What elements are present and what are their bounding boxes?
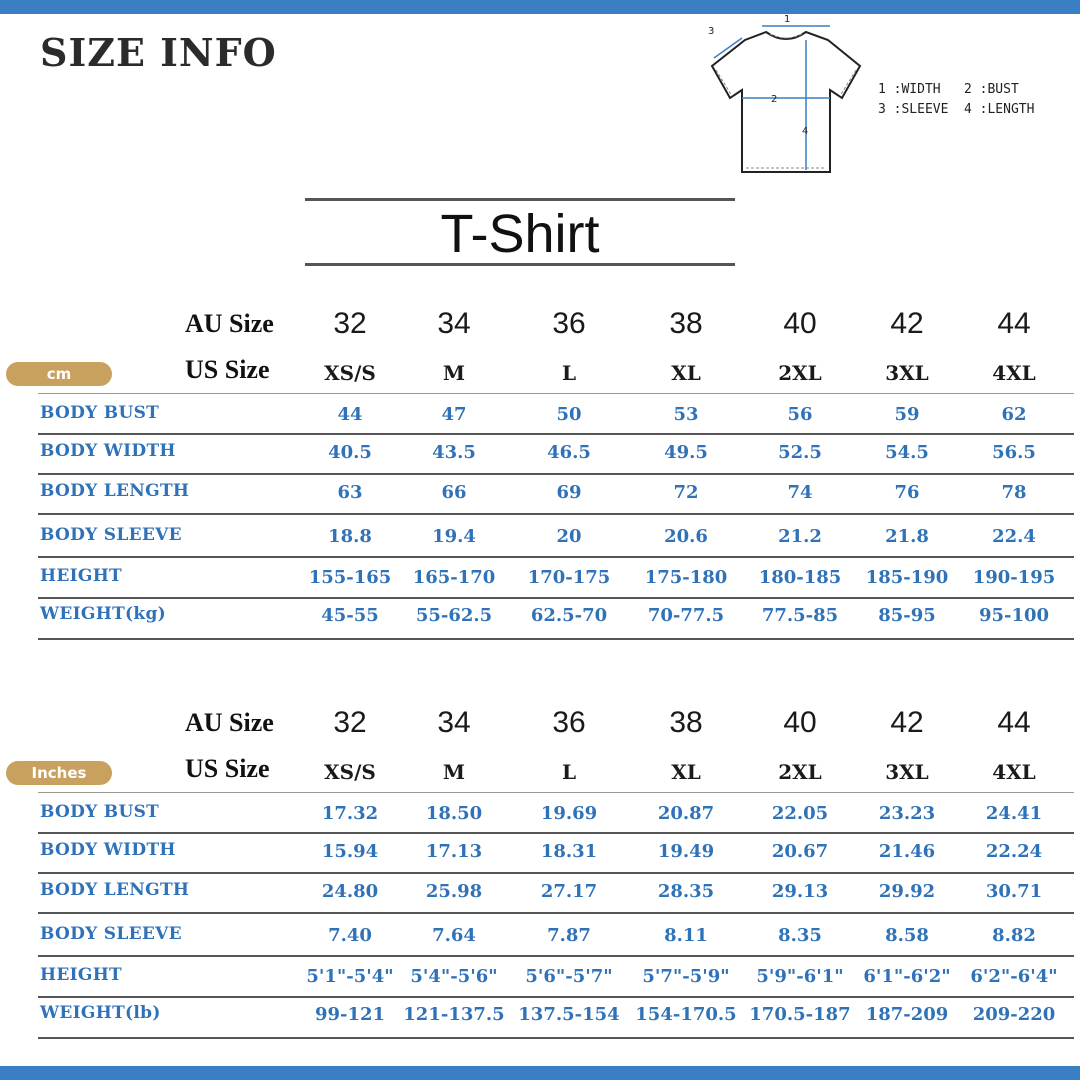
au-size-cell: 34 <box>437 307 471 340</box>
bottom-border-bar <box>0 1066 1080 1080</box>
us-size-cell: 3XL <box>885 361 929 385</box>
au-size-cell: 36 <box>552 307 586 340</box>
row-divider <box>38 955 1074 957</box>
table-cell: 62.5-70 <box>530 605 608 626</box>
unit-badge: Inches <box>6 761 112 785</box>
table-cell: 7.64 <box>432 925 476 946</box>
table-cell: 44 <box>337 404 363 425</box>
table-cell: 20.67 <box>771 841 829 862</box>
legend-width: 1 :WIDTH <box>878 82 941 97</box>
table-cell: 20.87 <box>657 803 715 824</box>
au-size-cell: 34 <box>437 706 471 739</box>
au-size-cell: 44 <box>997 706 1031 739</box>
table-cell: 56.5 <box>992 442 1036 463</box>
table-cell: 8.82 <box>992 925 1036 946</box>
row-divider <box>38 872 1074 874</box>
table-cell: 22.4 <box>992 526 1036 547</box>
table-cell: 17.32 <box>321 803 379 824</box>
table-cell: 18.31 <box>540 841 598 862</box>
us-size-cell: L <box>561 361 577 385</box>
legend-bust: 2 :BUST <box>964 82 1019 97</box>
us-size-cell: 2XL <box>778 361 822 385</box>
row-divider <box>38 433 1074 435</box>
au-size-cell: 40 <box>783 706 817 739</box>
table-cell: 50 <box>556 404 582 425</box>
table-cell: 30.71 <box>985 881 1043 902</box>
table-cell: 47 <box>441 404 467 425</box>
table-cell: 77.5-85 <box>761 605 839 626</box>
us-size-cell: M <box>442 760 466 784</box>
table-cell: 23.23 <box>878 803 936 824</box>
table-cell: 69 <box>556 482 582 503</box>
table-cell: 49.5 <box>664 442 708 463</box>
table-cell: 5'4"-5'6" <box>410 966 498 987</box>
row-label: BODY SLEEVE <box>40 924 182 944</box>
table-cell: 24.41 <box>985 803 1043 824</box>
table-cell: 46.5 <box>547 442 591 463</box>
table-cell: 52.5 <box>778 442 822 463</box>
table-cell: 74 <box>787 482 813 503</box>
row-label: BODY WIDTH <box>40 840 176 860</box>
table-cell: 56 <box>787 404 813 425</box>
us-size-cell: 2XL <box>778 760 822 784</box>
table-cell: 19.4 <box>432 526 476 547</box>
table-cell: 209-220 <box>972 1004 1056 1025</box>
legend-length: 4 :LENGTH <box>964 102 1035 117</box>
table-cell: 95-100 <box>978 605 1050 626</box>
row-divider <box>38 473 1074 475</box>
table-cell: 53 <box>673 404 699 425</box>
row-label: WEIGHT(kg) <box>40 604 166 624</box>
table-cell: 22.05 <box>771 803 829 824</box>
table-cell: 24.80 <box>321 881 379 902</box>
table-cell: 165-170 <box>412 567 496 588</box>
table-cell: 6'1"-6'2" <box>863 966 951 987</box>
au-size-cell: 32 <box>333 706 367 739</box>
au-size-cell: 38 <box>669 307 703 340</box>
row-divider <box>38 638 1074 640</box>
table-cell: 29.13 <box>771 881 829 902</box>
table-cell: 18.50 <box>425 803 483 824</box>
row-label: HEIGHT <box>40 965 123 985</box>
table-cell: 70-77.5 <box>647 605 725 626</box>
us-size-cell: 4XL <box>992 361 1036 385</box>
us-size-cell: XS/S <box>324 361 376 385</box>
table-cell: 170-175 <box>527 567 611 588</box>
table-cell: 185-190 <box>865 567 949 588</box>
row-label: BODY BUST <box>40 802 160 822</box>
row-divider <box>38 1037 1074 1039</box>
us-size-cell: XL <box>671 760 701 784</box>
table-cell: 8.35 <box>778 925 822 946</box>
table-cell: 62 <box>1001 404 1027 425</box>
table-cell: 99-121 <box>314 1004 386 1025</box>
row-label: BODY WIDTH <box>40 441 176 461</box>
us-size-cell: 3XL <box>885 760 929 784</box>
table-cell: 63 <box>337 482 363 503</box>
row-divider <box>38 597 1074 599</box>
table-cell: 15.94 <box>321 841 379 862</box>
row-divider <box>38 832 1074 834</box>
table-cell: 5'6"-5'7" <box>525 966 613 987</box>
table-cell: 27.17 <box>540 881 598 902</box>
table-cell: 85-95 <box>878 605 936 626</box>
us-size-cell: 4XL <box>992 760 1036 784</box>
row-label: BODY LENGTH <box>40 880 190 900</box>
au-size-label: AU Size <box>185 708 274 737</box>
top-border-bar <box>0 0 1080 14</box>
table-cell: 72 <box>673 482 699 503</box>
diagram-label-1: 1 <box>784 14 791 25</box>
us-size-cell: XL <box>671 361 701 385</box>
au-size-cell: 44 <box>997 307 1031 340</box>
table-cell: 7.87 <box>547 925 591 946</box>
table-cell: 55-62.5 <box>415 605 493 626</box>
table-cell: 20 <box>556 526 582 547</box>
table-cell: 17.13 <box>425 841 483 862</box>
table-cell: 28.35 <box>657 881 715 902</box>
table-cell: 137.5-154 <box>518 1004 620 1025</box>
table-cell: 19.69 <box>540 803 598 824</box>
legend-row <box>878 100 1050 120</box>
row-divider <box>38 513 1074 515</box>
table-cell: 21.8 <box>885 526 929 547</box>
table-cell: 170.5-187 <box>749 1004 851 1025</box>
row-divider <box>38 912 1074 914</box>
table-cell: 25.98 <box>425 881 483 902</box>
tshirt-diagram-icon <box>700 10 875 180</box>
table-cell: 66 <box>441 482 467 503</box>
product-header <box>305 198 735 266</box>
us-size-cell: L <box>561 760 577 784</box>
product-title: T-Shirt <box>440 204 600 264</box>
measurement-legend <box>878 80 1050 120</box>
table-cell: 190-195 <box>972 567 1056 588</box>
diagram-label-2: 2 <box>771 94 778 105</box>
table-cell: 20.6 <box>664 526 708 547</box>
au-size-cell: 40 <box>783 307 817 340</box>
table-divider <box>38 393 1074 394</box>
table-cell: 78 <box>1001 482 1027 503</box>
table-cell: 43.5 <box>432 442 476 463</box>
diagram-label-4: 4 <box>802 126 809 137</box>
row-label: HEIGHT <box>40 566 123 586</box>
au-size-cell: 42 <box>890 307 924 340</box>
table-cell: 40.5 <box>328 442 372 463</box>
row-label: BODY LENGTH <box>40 481 190 501</box>
table-cell: 8.58 <box>885 925 929 946</box>
au-size-cell: 32 <box>333 307 367 340</box>
table-cell: 59 <box>894 404 920 425</box>
us-size-label: US Size <box>185 754 270 783</box>
au-size-label: AU Size <box>185 309 274 338</box>
table-cell: 5'1"-5'4" <box>306 966 394 987</box>
row-divider <box>38 556 1074 558</box>
us-size-label: US Size <box>185 355 270 384</box>
row-label: BODY BUST <box>40 403 160 423</box>
table-cell: 76 <box>894 482 920 503</box>
table-cell: 21.2 <box>778 526 822 547</box>
table-cell: 18.8 <box>328 526 372 547</box>
table-cell: 45-55 <box>321 605 379 626</box>
au-size-cell: 42 <box>890 706 924 739</box>
table-cell: 22.24 <box>985 841 1043 862</box>
table-cell: 6'2"-6'4" <box>970 966 1058 987</box>
table-cell: 155-165 <box>308 567 392 588</box>
row-label: WEIGHT(lb) <box>40 1003 161 1023</box>
table-cell: 180-185 <box>758 567 842 588</box>
au-size-cell: 36 <box>552 706 586 739</box>
diagram-label-3: 3 <box>708 26 715 37</box>
us-size-cell: XS/S <box>324 760 376 784</box>
table-cell: 21.46 <box>878 841 936 862</box>
table-cell: 8.11 <box>664 925 708 946</box>
table-cell: 154-170.5 <box>635 1004 737 1025</box>
legend-sleeve: 3 :SLEEVE <box>878 102 949 117</box>
table-cell: 7.40 <box>328 925 372 946</box>
unit-badge: cm <box>6 362 112 386</box>
us-size-cell: M <box>442 361 466 385</box>
page-title: SIZE INFO <box>40 30 277 75</box>
table-cell: 187-209 <box>865 1004 949 1025</box>
table-cell: 175-180 <box>644 567 728 588</box>
table-cell: 29.92 <box>878 881 936 902</box>
table-divider <box>38 792 1074 793</box>
au-size-cell: 38 <box>669 706 703 739</box>
table-cell: 19.49 <box>657 841 715 862</box>
table-cell: 54.5 <box>885 442 929 463</box>
row-label: BODY SLEEVE <box>40 525 182 545</box>
table-cell: 121-137.5 <box>403 1004 505 1025</box>
table-cell: 5'7"-5'9" <box>642 966 730 987</box>
legend-row <box>878 80 1050 100</box>
table-cell: 5'9"-6'1" <box>756 966 844 987</box>
row-divider <box>38 996 1074 998</box>
